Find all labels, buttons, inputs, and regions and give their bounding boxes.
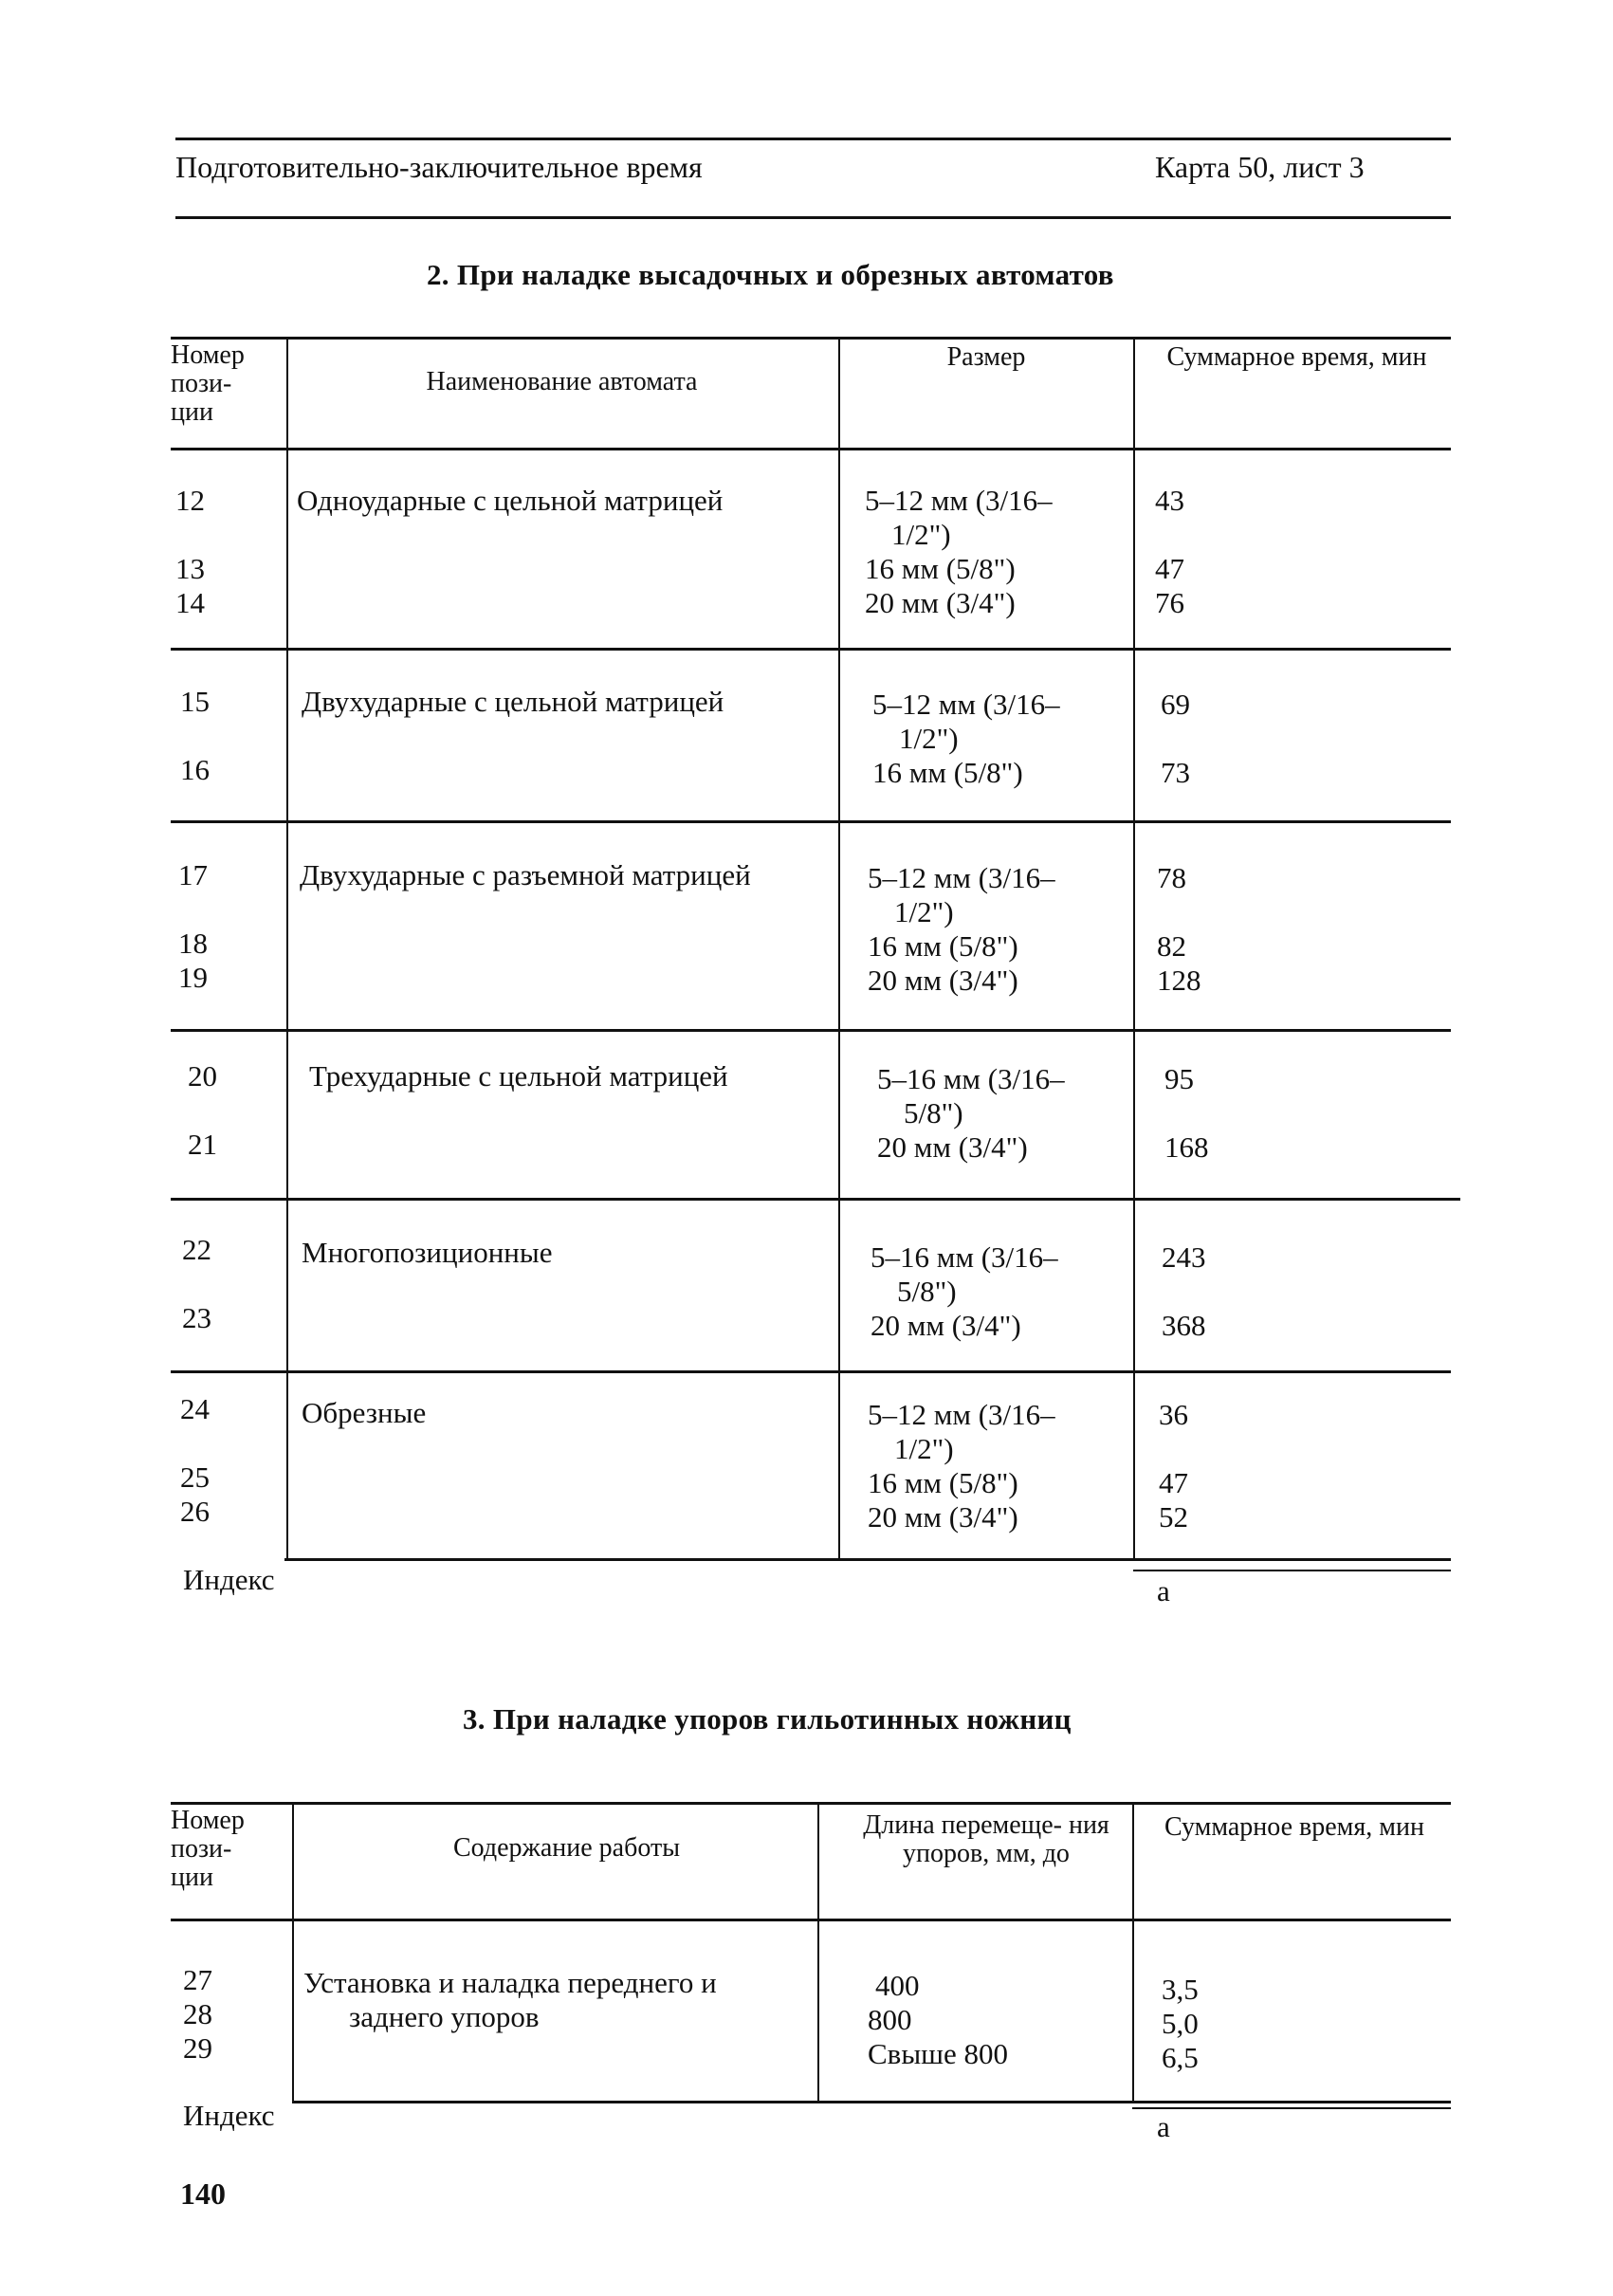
group5-sizes (871, 1240, 1058, 1343)
section2-vline-1 (286, 337, 288, 1558)
position-cell (182, 1267, 211, 1301)
size-cell: 16 мм (5/8") (865, 552, 1016, 585)
position-cell: 27 (183, 1963, 212, 1996)
section2-vline-3 (1133, 337, 1135, 1558)
time-cell: 5,0 (1162, 2007, 1199, 2040)
position-cell: 12 (175, 484, 205, 517)
position-cell: 24 (180, 1392, 210, 1425)
group3-times (1157, 861, 1201, 998)
time-cell (1157, 895, 1201, 929)
section3-index-label: Индекс (183, 2099, 275, 2132)
group4-name: Трехударные с цельной матрицей (309, 1059, 728, 1093)
group1-positions (175, 484, 205, 620)
time-cell (1159, 1432, 1188, 1466)
position-cell: 26 (180, 1495, 210, 1528)
position-cell (175, 518, 205, 552)
size-cell: 5/8") (897, 1275, 957, 1308)
header-bottom-rule (175, 216, 1451, 219)
section2-table-top-rule (171, 337, 1451, 340)
time-cell: 76 (1155, 586, 1184, 619)
size-cell: 1/2") (894, 1432, 954, 1465)
position-cell: 13 (175, 552, 205, 585)
group2-name: Двухударные с цельной матрицей (302, 685, 724, 718)
section3-vline-3 (1132, 1802, 1134, 2101)
time-cell: 128 (1157, 964, 1201, 997)
group1-sizes (865, 484, 1053, 620)
position-cell (180, 1426, 210, 1460)
position-cell (180, 719, 210, 753)
section3-col-length-header: Длина перемеще- ния упоров, мм, до (863, 1810, 1109, 1868)
group6-sizes (868, 1398, 1055, 1534)
group2-positions (180, 685, 210, 787)
size-cell: 1/2") (894, 895, 954, 928)
position-cell: 14 (175, 586, 205, 619)
group6-positions (180, 1392, 210, 1529)
time-cell: 82 (1157, 929, 1186, 963)
time-cell: 243 (1162, 1240, 1206, 1274)
position-cell: 18 (178, 927, 208, 960)
section3-index-rule (1132, 2107, 1451, 2109)
size-cell: 5–16 мм (3/16– (877, 1062, 1065, 1095)
group3-separator (171, 1029, 1451, 1032)
size-cell: 16 мм (5/8") (868, 1466, 1018, 1499)
length-cell: 400 (875, 1969, 920, 2002)
group4-times (1164, 1062, 1209, 1165)
group3-name: Двухударные с разъемной матрицей (300, 858, 751, 891)
size-cell: 20 мм (3/4") (877, 1130, 1028, 1164)
group1-separator (171, 648, 1451, 651)
group6-name: Обрезные (302, 1396, 427, 1429)
header-right-text: Карта 50, лист 3 (1155, 150, 1365, 184)
position-cell (178, 892, 208, 927)
section3-table-top-rule (171, 1802, 1451, 1805)
time-cell (1164, 1096, 1209, 1130)
position-cell: 25 (180, 1460, 210, 1494)
size-cell: 5–16 мм (3/16– (871, 1240, 1058, 1274)
group2-sizes (872, 688, 1060, 790)
time-cell: 168 (1164, 1130, 1209, 1164)
position-cell (188, 1093, 217, 1128)
size-cell: 1/2") (899, 722, 959, 755)
group2-separator (171, 820, 1451, 823)
section3-col-time-header: Суммарное время, мин (1164, 1812, 1424, 1842)
size-cell: 20 мм (3/4") (865, 586, 1016, 619)
position-cell: 23 (182, 1301, 211, 1334)
section2-col-time-header: Суммарное время, мин (1166, 342, 1427, 372)
group4-sizes (877, 1062, 1065, 1165)
section3-title: 3. При наладке упоров гильотинных ножниц (463, 1702, 1072, 1736)
position-cell: 22 (182, 1233, 211, 1266)
time-cell: 95 (1164, 1062, 1194, 1095)
time-cell (1161, 722, 1190, 756)
section3-table-bottom-rule (292, 2101, 1451, 2103)
time-cell: 368 (1162, 1309, 1206, 1342)
group5-name: Многопозиционные (302, 1236, 553, 1269)
header-top-rule (175, 138, 1451, 140)
section2-col-name-header: Наименование автомата (426, 367, 698, 396)
group1-times (1155, 484, 1184, 620)
section2-index-label: Индекс (183, 1563, 275, 1596)
header-left-text: Подготовительно-заключительное время (175, 150, 703, 184)
position-cell: 21 (188, 1128, 217, 1161)
position-cell: 15 (180, 685, 210, 718)
position-cell: 28 (183, 1997, 212, 2030)
section3-work-line2: заднего упоров (349, 2000, 540, 2033)
size-cell: 20 мм (3/4") (868, 1500, 1018, 1534)
section3-vline-1 (292, 1802, 294, 2101)
section2-table-bottom-rule (284, 1558, 1451, 1561)
time-cell: 47 (1155, 552, 1184, 585)
group5-positions (182, 1233, 211, 1335)
size-cell: 16 мм (5/8") (868, 929, 1018, 963)
section3-work-line1: Установка и наладка переднего и (303, 1966, 717, 1999)
time-cell: 6,5 (1162, 2041, 1199, 2074)
group5-separator (171, 1370, 1451, 1373)
section3-col-position-header: Номер пози- ции (171, 1806, 245, 1892)
section2-col-position-header: Номер пози- ции (171, 340, 245, 427)
group6-times (1159, 1398, 1188, 1534)
group2-times (1161, 688, 1190, 790)
group4-separator (171, 1198, 1460, 1201)
group4-positions (188, 1059, 217, 1162)
length-cell: 800 (868, 2003, 912, 2036)
section3-times (1162, 1973, 1199, 2075)
group3-sizes (868, 861, 1055, 998)
section2-vline-2 (838, 337, 840, 1558)
time-cell: 36 (1159, 1398, 1188, 1431)
size-cell: 16 мм (5/8") (872, 756, 1023, 789)
time-cell: 73 (1161, 756, 1190, 789)
size-cell: 5–12 мм (3/16– (868, 861, 1055, 894)
size-cell: 5–12 мм (3/16– (872, 688, 1060, 721)
section3-index-value: а (1157, 2110, 1170, 2143)
position-cell: 20 (188, 1059, 217, 1093)
position-cell: 17 (178, 858, 208, 891)
section2-col-size-header: Размер (946, 342, 1026, 372)
time-cell: 43 (1155, 484, 1184, 517)
size-cell: 5–12 мм (3/16– (868, 1398, 1055, 1431)
size-cell: 5/8") (904, 1096, 963, 1130)
group3-positions (178, 858, 208, 995)
group1-name: Одноударные с цельной матрицей (297, 484, 724, 517)
time-cell: 69 (1161, 688, 1190, 721)
size-cell: 5–12 мм (3/16– (865, 484, 1053, 517)
size-cell: 1/2") (891, 518, 951, 551)
position-cell: 19 (178, 961, 208, 994)
time-cell: 3,5 (1162, 1973, 1199, 2006)
section2-index-value: а (1157, 1574, 1170, 1607)
time-cell (1162, 1275, 1206, 1309)
page-number: 140 (180, 2177, 226, 2211)
length-cell: Свыше 800 (868, 2037, 1009, 2070)
section3-col-work-header: Содержание работы (452, 1833, 681, 1863)
size-cell: 20 мм (3/4") (868, 964, 1018, 997)
section3-header-rule (171, 1919, 1451, 1921)
size-cell: 20 мм (3/4") (871, 1309, 1021, 1342)
group5-times (1162, 1240, 1206, 1343)
time-cell: 47 (1159, 1466, 1188, 1499)
section2-title: 2. При наладке высадочных и обрезных автоматов (427, 258, 1114, 291)
section3-lengths (868, 1969, 1008, 2071)
time-cell (1155, 518, 1184, 552)
section3-vline-2 (817, 1802, 819, 2101)
time-cell: 78 (1157, 861, 1186, 894)
section2-header-rule (171, 448, 1451, 450)
time-cell: 52 (1159, 1500, 1188, 1534)
section2-index-rule (1133, 1570, 1451, 1571)
position-cell: 16 (180, 753, 210, 786)
position-cell: 29 (183, 2031, 212, 2065)
section3-positions (183, 1963, 212, 2066)
